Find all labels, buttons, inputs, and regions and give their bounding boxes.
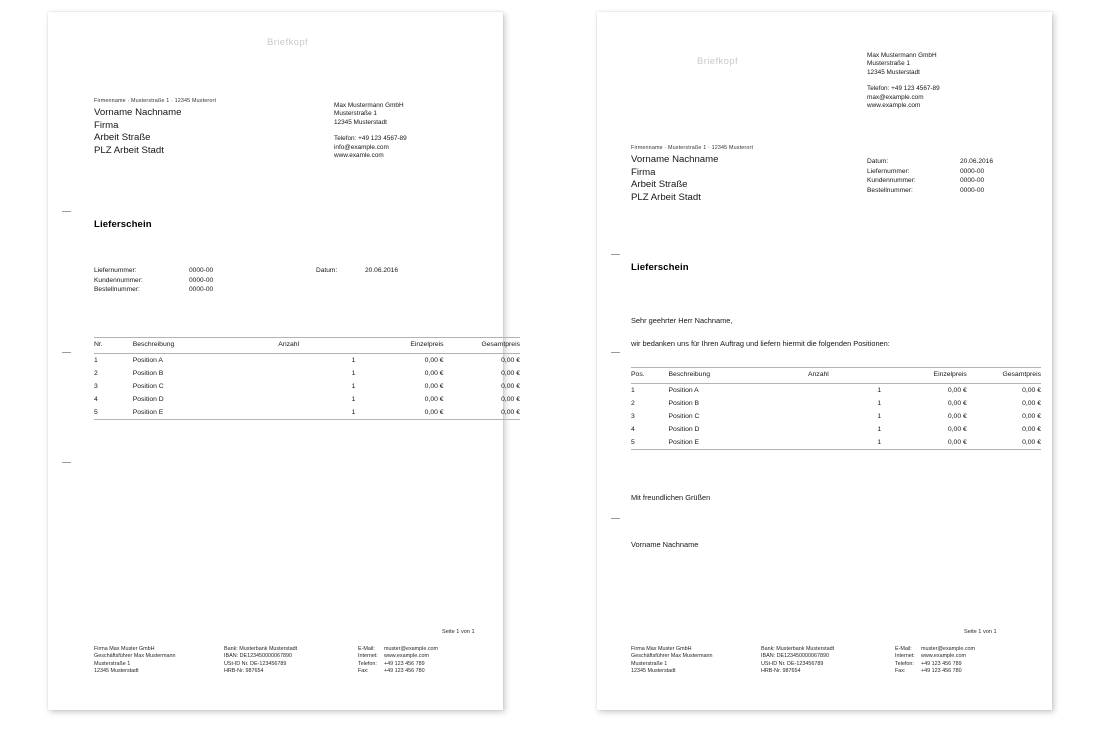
column-header-qty: Anzahl (278, 338, 367, 354)
cell-total: 0,00 € (1022, 425, 1041, 433)
footer-value: +49 123 456 780 (921, 668, 962, 675)
cell-qty: 1 (877, 438, 882, 446)
footer-line: 12345 Musterstadt (94, 668, 139, 675)
company-city: 12345 Musterstadt (867, 68, 920, 76)
cell-unit: 0,00 € (947, 386, 967, 394)
column-header-nr: Nr. (94, 338, 133, 354)
cell-pos: 2 (631, 399, 635, 407)
footer-column-contact (895, 646, 975, 676)
recipient-street: Arbeit Straße (94, 132, 151, 144)
cell-total: 0,00 € (501, 369, 520, 377)
recipient-address-block (631, 145, 753, 204)
company-street: Musterstraße 1 (867, 60, 910, 68)
cell-desc: Position B (668, 399, 700, 407)
footer-line: USt-ID Nr. DE-123456789 (761, 660, 824, 667)
recipient-address-block (94, 98, 216, 157)
cell-pos: 4 (631, 425, 635, 433)
meta-value: 0000-00 (960, 177, 985, 184)
cell-qty: 1 (877, 399, 882, 407)
company-name: Max Mustermann GmbH (867, 52, 937, 59)
cell-desc: Position E (132, 408, 164, 416)
cell-qty: 1 (351, 369, 356, 377)
company-website: www.example.com (867, 102, 921, 110)
footer-label: Telefon: (358, 660, 377, 667)
company-phone: Telefon: +49 123 4567-89 (334, 135, 407, 143)
footer-value: +49 123 456 789 (384, 660, 425, 667)
footer-line: 12345 Musterstadt (631, 668, 676, 675)
cell-total: 0,00 € (1022, 412, 1041, 420)
meta-label: Liefernummer: (94, 267, 137, 274)
salutation: Sehr geehrter Herr Nachname, (631, 316, 733, 325)
recipient-city: PLZ Arbeit Stadt (631, 191, 701, 203)
cell-total: 0,00 € (501, 382, 520, 390)
footer-label: Fax: (895, 668, 906, 675)
table-row (631, 423, 1041, 436)
cell-unit: 0,00 € (424, 369, 444, 377)
company-email: max@example.com (867, 93, 924, 101)
meta-label: Bestellnummer: (867, 186, 913, 194)
closing-phrase: Mit freundlichen Grüßen (631, 493, 711, 502)
cell-unit: 0,00 € (424, 382, 444, 390)
delivery-meta-block (94, 266, 213, 295)
meta-row (867, 167, 993, 177)
intro-paragraph: wir bedanken uns für Ihren Auftrag und liefern hiermit die folgenden Positionen: (631, 339, 890, 348)
cell-nr: 2 (94, 369, 98, 377)
cell-qty: 1 (877, 425, 882, 433)
cell-qty: 1 (351, 382, 356, 390)
footer-column-bank (761, 646, 895, 676)
footer-line: HRB-Nr. 987654 (224, 668, 264, 675)
cell-total: 0,00 € (1022, 438, 1041, 446)
meta-value: 0000-00 (189, 267, 214, 274)
table-header-row (94, 338, 520, 354)
footer-label: Fax: (358, 668, 369, 675)
cell-unit: 0,00 € (947, 412, 967, 420)
sender-return-line: Firmenname · Musterstraße 1 · 12345 Musterort (631, 145, 754, 151)
fold-mark (62, 352, 71, 353)
letterhead-watermark: Briefkopf (267, 37, 309, 48)
table-row (94, 367, 520, 380)
meta-row (94, 276, 213, 286)
company-phone: Telefon: +49 123 4567-89 (867, 85, 940, 93)
signature-name: Vorname Nachname (631, 540, 699, 549)
date-value: 20.06.2016 (365, 267, 399, 274)
footer-line: Bank: Musterbank Musterstadt (224, 646, 298, 652)
meta-row (867, 176, 993, 186)
cell-unit: 0,00 € (947, 399, 967, 407)
letterhead-watermark: Briefkopf (697, 56, 739, 67)
table-row (94, 406, 520, 420)
date-block (316, 266, 398, 276)
meta-label: Bestellnummer: (94, 286, 140, 293)
footer-label: Telefon: (895, 660, 914, 667)
footer-value: muster@example.com (384, 646, 439, 652)
meta-row (867, 186, 993, 196)
cell-desc: Position A (668, 386, 699, 394)
cell-nr: 5 (94, 408, 98, 416)
meta-label: Kundennummer: (94, 276, 143, 284)
footer-contact-labels (895, 646, 921, 676)
footer-value: +49 123 456 789 (921, 660, 962, 667)
footer-line: USt-ID Nr. DE-123456789 (224, 660, 287, 667)
footer-line: Musterstraße 1 (631, 660, 668, 667)
footer-line: HRB-Nr. 987654 (761, 668, 801, 675)
table-row (94, 393, 520, 406)
footer-label: E-Mail: (358, 646, 375, 652)
positions-table (94, 337, 520, 420)
footer-label: E-Mail: (895, 646, 912, 652)
page-number: Seite 1 von 1 (964, 629, 997, 635)
recipient-company: Firma (94, 119, 119, 131)
footer-line: IBAN: DE123450000067890 (224, 653, 293, 660)
meta-value: 0000-00 (960, 167, 985, 175)
cell-nr: 1 (94, 356, 98, 364)
cell-total: 0,00 € (501, 408, 520, 416)
cell-qty: 1 (351, 395, 356, 403)
cell-desc: Position E (668, 438, 700, 446)
sender-company-block (867, 52, 940, 110)
cell-total: 0,00 € (1022, 399, 1041, 407)
footer-line: Firma Max Muster GmbH (94, 646, 155, 652)
document-title: Lieferschein (94, 219, 152, 230)
column-header-total: Gesamtpreis (444, 338, 520, 354)
cell-total: 0,00 € (501, 356, 520, 364)
cell-desc: Position D (668, 425, 700, 433)
recipient-company: Firma (631, 166, 656, 178)
cell-pos: 1 (631, 386, 635, 394)
positions-table (631, 367, 1041, 450)
recipient-street: Arbeit Straße (631, 179, 688, 191)
footer-contact-values (921, 646, 975, 676)
meta-row (94, 285, 213, 295)
footer-value: muster@example.com (921, 646, 976, 652)
meta-value: 20.06.2016 (960, 158, 994, 165)
cell-desc: Position A (132, 356, 163, 364)
cell-unit: 0,00 € (424, 356, 444, 364)
cell-pos: 5 (631, 438, 635, 446)
meta-value: 0000-00 (189, 286, 214, 293)
sender-company-block (334, 102, 407, 160)
footer-contact-labels (358, 646, 384, 676)
document-page-left (48, 12, 520, 710)
cell-desc: Position C (668, 412, 700, 420)
cell-unit: 0,00 € (947, 425, 967, 433)
company-city: 12345 Musterstadt (334, 118, 387, 126)
cell-nr: 3 (94, 382, 98, 390)
cell-unit: 0,00 € (947, 438, 967, 446)
footer-label: Internet: (358, 653, 378, 660)
column-header-unit: Einzelpreis (893, 368, 967, 384)
meta-value: 0000-00 (189, 276, 214, 284)
cell-total: 0,00 € (501, 395, 520, 403)
meta-value: 0000-00 (960, 186, 985, 194)
column-header-pos: Pos. (631, 368, 668, 384)
footer-value: www.example.com (921, 653, 966, 660)
footer-line: Musterstraße 1 (94, 660, 131, 667)
cell-total: 0,00 € (1022, 386, 1041, 394)
table-row (631, 436, 1041, 450)
cell-qty: 1 (877, 386, 882, 394)
table-row (631, 383, 1041, 397)
footer-value: www.example.com (384, 653, 429, 660)
fold-mark (611, 254, 620, 255)
table-row (94, 380, 520, 393)
page-footer (94, 646, 438, 676)
page-footer (631, 646, 975, 676)
footer-line: Firma Max Muster GmbH (631, 646, 692, 652)
document-title: Lieferschein (631, 262, 689, 273)
recipient-city: PLZ Arbeit Stadt (94, 144, 164, 156)
fold-mark (611, 352, 620, 353)
fold-mark (62, 211, 71, 212)
footer-line: IBAN: DE123450000067890 (761, 653, 830, 660)
date-row (316, 266, 398, 276)
cell-qty: 1 (351, 408, 356, 416)
footer-column-bank (224, 646, 358, 676)
delivery-meta-block (867, 157, 993, 195)
meta-row (94, 266, 213, 276)
company-street: Musterstraße 1 (334, 110, 377, 118)
footer-line: Geschäftsführer Max Mustermann (94, 653, 176, 660)
recipient-name: Vorname Nachname (631, 154, 719, 165)
cell-pos: 3 (631, 412, 635, 420)
column-header-total: Gesamtpreis (967, 368, 1041, 384)
meta-label: Kundennummer: (867, 177, 916, 184)
table-row (631, 397, 1041, 410)
cell-unit: 0,00 € (424, 408, 444, 416)
footer-value: +49 123 456 780 (384, 668, 425, 675)
footer-line: Geschäftsführer Max Mustermann (631, 653, 713, 660)
column-header-desc: Beschreibung (133, 338, 279, 354)
cell-desc: Position B (132, 369, 164, 377)
company-name: Max Mustermann GmbH (334, 102, 404, 109)
meta-row (867, 157, 993, 167)
fold-mark (62, 462, 71, 463)
table-header-row (631, 368, 1041, 384)
page-number: Seite 1 von 1 (442, 629, 475, 635)
column-header-desc: Beschreibung (668, 368, 808, 384)
footer-column-company (94, 646, 224, 676)
footer-column-contact (358, 646, 438, 676)
cell-qty: 1 (351, 356, 356, 364)
meta-label: Liefernummer: (867, 167, 910, 175)
footer-column-company (631, 646, 761, 676)
cell-qty: 1 (877, 412, 882, 420)
footer-line: Bank: Musterbank Musterstadt (761, 646, 835, 652)
footer-contact-values (384, 646, 438, 676)
cell-nr: 4 (94, 395, 98, 403)
cell-unit: 0,00 € (424, 395, 444, 403)
company-website: www.examle.com (334, 152, 384, 160)
sender-return-line: Firmenname · Musterstraße 1 · 12345 Musterort (94, 98, 217, 104)
meta-label: Datum: (867, 158, 889, 165)
document-page-right (597, 12, 1052, 710)
date-label: Datum: (316, 267, 338, 274)
column-header-unit: Einzelpreis (367, 338, 443, 354)
cell-desc: Position C (132, 382, 164, 390)
fold-mark (611, 518, 620, 519)
company-email: info@example.com (334, 143, 389, 151)
recipient-name: Vorname Nachname (94, 107, 182, 118)
footer-label: Internet: (895, 653, 915, 660)
column-header-qty: Anzahl (808, 368, 893, 384)
table-row (631, 410, 1041, 423)
cell-desc: Position D (132, 395, 164, 403)
table-row (94, 353, 520, 367)
